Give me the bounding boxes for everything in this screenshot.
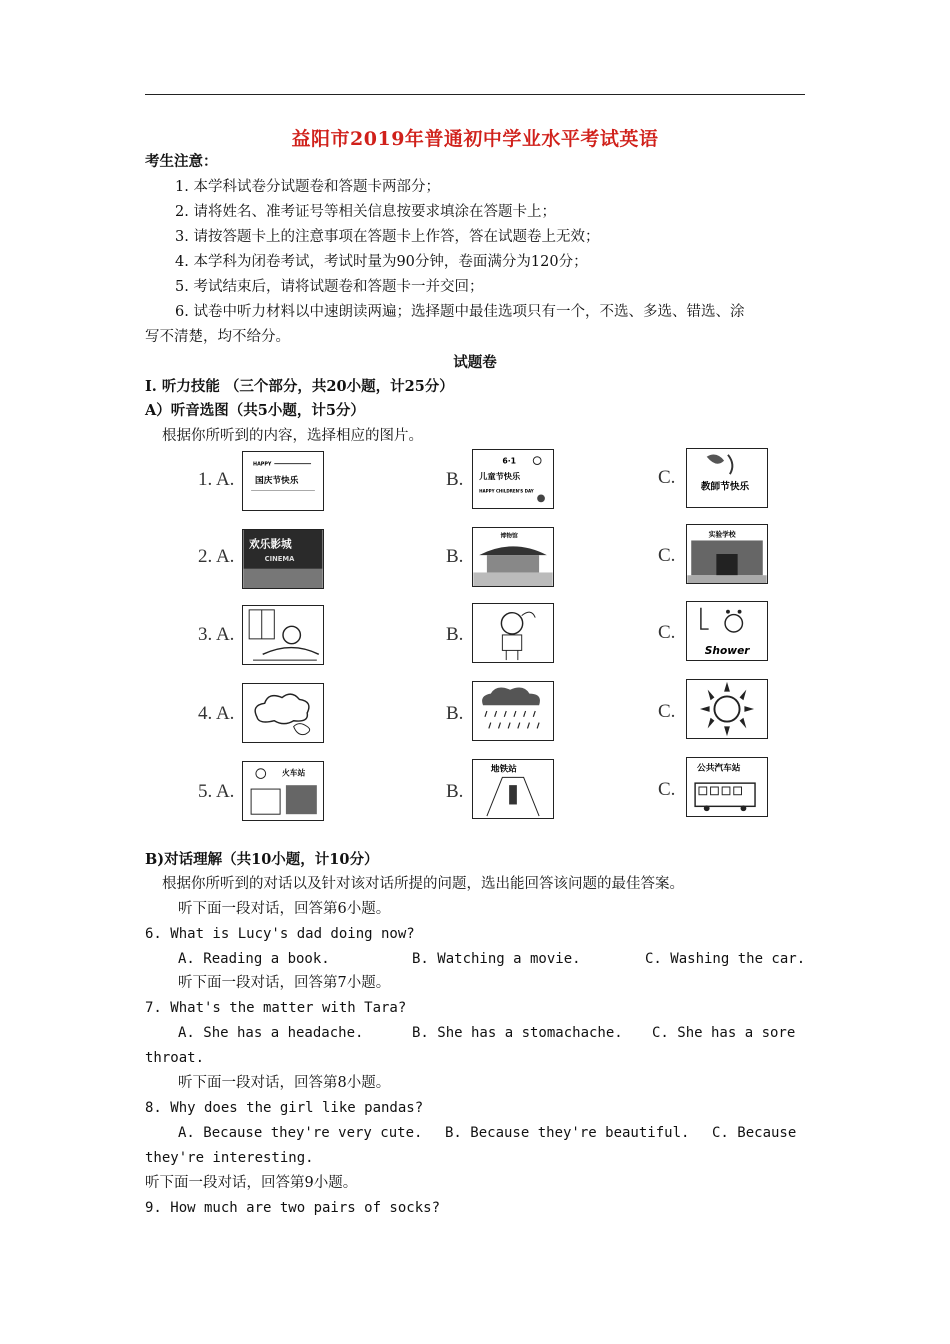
notice-heading: 考生注意： — [145, 153, 218, 170]
svg-text:6·1: 6·1 — [502, 456, 517, 466]
notice-item: 4. 本学科为闭卷考试，考试时量为90分钟，卷面满分为120分； — [175, 254, 588, 270]
row-label: C. — [658, 545, 676, 566]
row-label: C. — [658, 467, 676, 488]
row-label: 4. A. — [198, 703, 235, 724]
q7-option-c: C. She has a sore — [652, 1025, 796, 1041]
row-label: 5. A. — [198, 781, 235, 802]
q6-option-c: C. Washing the car. — [645, 951, 806, 967]
shower-label: Shower — [704, 644, 750, 658]
notice-item: 6. 试卷中听力材料以中速朗读两遍；选择题中最佳选项只有一个，不选、多选、错选、涂 — [175, 304, 745, 320]
part-b-heading: B)对话理解（共10小题，计10分） — [145, 851, 379, 868]
svg-text:实验学校: 实验学校 — [708, 530, 736, 539]
svg-text:CINEMA: CINEMA — [264, 554, 295, 563]
row-label: C. — [658, 779, 676, 800]
top-rule — [145, 94, 805, 95]
notice-item: 5. 考试结束后，请将试题卷和答题卡一并交回； — [175, 279, 484, 295]
q7-option-b: B. She has a stomachache. — [412, 1025, 623, 1041]
row-label: B. — [446, 781, 464, 802]
picture-bus-station — [686, 757, 768, 817]
notice-item: 2. 请将姓名、准考证号等相关信息按要求填涂在答题卡上； — [175, 204, 556, 220]
q8-option-b: B. Because they're beautiful. — [445, 1125, 690, 1141]
question-7: 7. What's the matter with Tara? — [145, 1000, 407, 1016]
picture-sunny — [686, 679, 768, 739]
svg-text:儿童节快乐: 儿童节快乐 — [479, 471, 521, 481]
svg-text:国庆节快乐: 国庆节快乐 — [254, 475, 299, 486]
q6-option-a: A. Reading a book. — [178, 951, 330, 967]
picture-train-station — [242, 761, 324, 821]
exam-title: 益阳市2019年普通初中学业水平考试英语 — [291, 128, 659, 150]
listen-instruction: 听下面一段对话，回答第7小题。 — [178, 975, 391, 991]
q8-option-a: A. Because they're very cute. — [178, 1125, 423, 1141]
row-label: 3. A. — [198, 624, 235, 645]
picture-teachers-day — [686, 448, 768, 508]
notice-item: 写不清楚，均不给分。 — [145, 329, 290, 345]
picture-cinema — [242, 529, 324, 589]
picture-girl — [472, 603, 554, 663]
q6-option-b: B. Watching a movie. — [412, 951, 581, 967]
svg-text:博物馆: 博物馆 — [500, 533, 518, 540]
part-a-heading: A）听音选图（共5小题，计5分） — [145, 402, 365, 419]
row-label: 2. A. — [198, 546, 235, 567]
part-b-instruction: 根据你所听到的对话以及针对该对话所提的问题，选出能回答该问题的最佳答案。 — [162, 876, 684, 892]
svg-text:火车站: 火车站 — [282, 768, 306, 778]
svg-text:欢乐影城: 欢乐影城 — [249, 537, 292, 551]
question-6: 6. What is Lucy's dad doing now? — [145, 926, 415, 942]
row-label: B. — [446, 469, 464, 490]
listen-instruction: 听下面一段对话，回答第9小题。 — [145, 1175, 358, 1191]
part-a-instruction: 根据你所听到的内容，选择相应的图片。 — [162, 428, 423, 444]
notice-item: 1. 本学科试卷分试题卷和答题卡两部分； — [175, 179, 440, 195]
q7-option-c-continued: throat. — [145, 1050, 205, 1066]
notice-item: 3. 请按答题卡上的注意事项在答题卡上作答，答在试题卷上无效； — [175, 229, 600, 245]
listen-instruction: 听下面一段对话，回答第6小题。 — [178, 901, 391, 917]
q7-option-a: A. She has a headache. — [178, 1025, 364, 1041]
listen-instruction: 听下面一段对话，回答第8小题。 — [178, 1075, 391, 1091]
question-8: 8. Why does the girl like pandas? — [145, 1100, 424, 1116]
row-label: C. — [658, 622, 676, 643]
svg-text:HAPPY: HAPPY — [253, 462, 272, 468]
row-label: B. — [446, 624, 464, 645]
row-label: B. — [446, 546, 464, 567]
picture-sleeping-child — [242, 605, 324, 665]
svg-text:教師节快乐: 教師节快乐 — [700, 481, 750, 493]
svg-text:地铁站: 地铁站 — [490, 764, 517, 775]
row-label: B. — [446, 703, 464, 724]
row-label: 1. A. — [198, 469, 235, 490]
section-heading: I. 听力技能 （三个部分，共20小题，计25分） — [145, 378, 454, 395]
svg-text:公共汽车站: 公共汽车站 — [697, 763, 741, 774]
picture-museum — [472, 527, 554, 587]
question-9: 9. How much are two pairs of socks? — [145, 1200, 441, 1216]
row-label: C. — [658, 701, 676, 722]
svg-text:HAPPY CHILDREN'S DAY: HAPPY CHILDREN'S DAY — [479, 488, 534, 494]
picture-shower — [686, 601, 768, 661]
q8-option-c: C. Because — [712, 1125, 797, 1141]
picture-childrens-day — [472, 449, 554, 509]
picture-subway-station — [472, 759, 554, 819]
paper-heading: 试题卷 — [453, 354, 497, 371]
picture-school — [686, 524, 768, 584]
picture-national-day — [242, 451, 324, 511]
picture-rainy — [472, 681, 554, 741]
q8-option-c-continued: they're interesting. — [145, 1150, 314, 1166]
picture-cloudy — [242, 683, 324, 743]
